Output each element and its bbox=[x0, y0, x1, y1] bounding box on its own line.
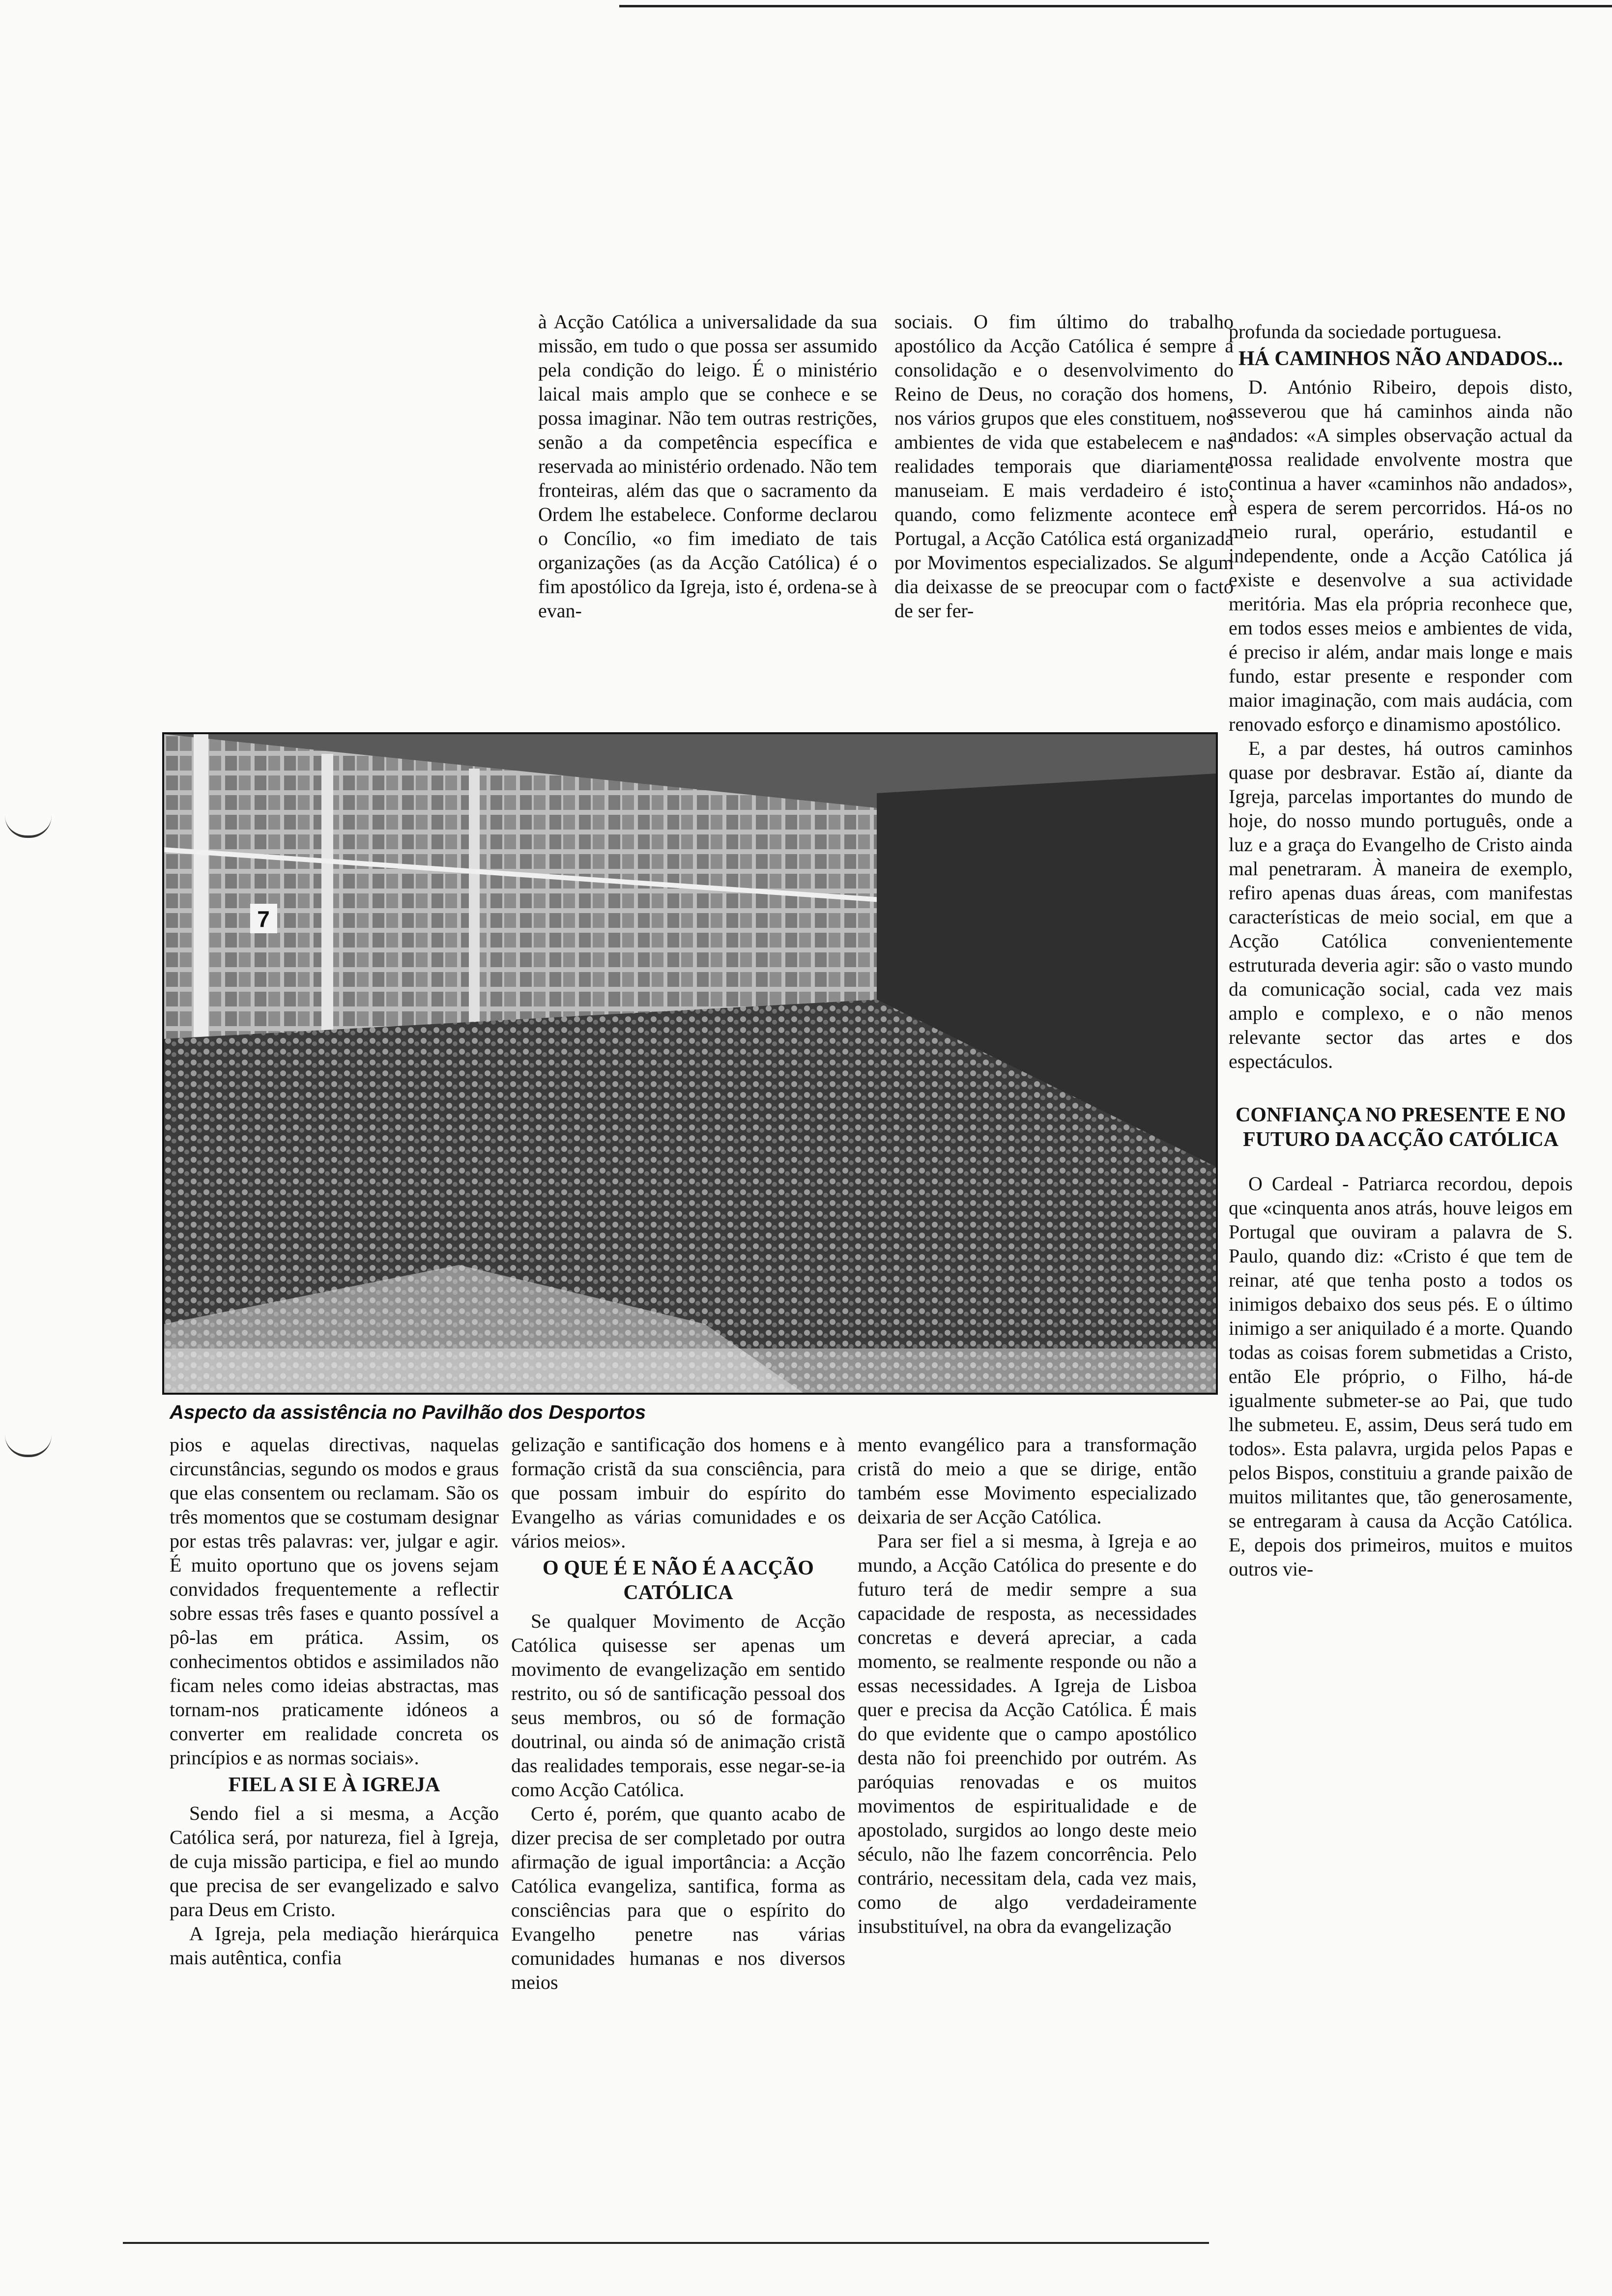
photo-auditorium bbox=[162, 732, 1218, 1395]
article-column-top-1 bbox=[538, 310, 877, 737]
section-heading: CONFIANÇA NO PRESENTE E NO FUTURO DA ACÇÃO CATÓLICA bbox=[1235, 1104, 1566, 1151]
article-column-bottom-3 bbox=[858, 1433, 1197, 2243]
paragraph: A Igreja, pela mediação hierárquica mais autêntica, confia bbox=[170, 1923, 499, 1969]
section-heading: O QUE É E NÃO É A ACÇÃO CATÓLICA bbox=[543, 1557, 814, 1604]
paragraph: gelização e santificação dos homens e à formação cristã da sua consciência, para que possam imbuir do espírito do Evangelho as várias comunidades e os vários meios». bbox=[511, 1434, 845, 1552]
paragraph: Se qualquer Movimento de Acção Católica quisesse ser apenas um movimento de evangelização em sentido restrito, ou só de santificação pessoal dos seus membros, ou só de formação doutrinal, ou ainda só de animação cristã das realidades temporais, esse negar-se-ia como Acção Católica. bbox=[511, 1610, 845, 1801]
top-rule bbox=[619, 5, 1612, 7]
bottom-rule bbox=[123, 2242, 1209, 2244]
section-heading: HÁ CAMINHOS NÃO ANDADOS... bbox=[1238, 347, 1563, 370]
section-heading: FIEL A SI E À IGREJA bbox=[228, 1774, 440, 1796]
photo-sign-number: 7 bbox=[257, 906, 270, 932]
margin-mark-lower bbox=[5, 1435, 52, 1457]
paragraph: Para ser fiel a si mesma, à Igreja e ao mundo, a Acção Católica do presente e do futuro terá de medir sempre a sua capacidade de resposta, as necessidades concretas e deverá apreciar, a cada momento, se realmente responde ou não a essas necessidades. A Igreja de Lisboa quer e precisa da Acção Católica. É mais do que evidente que o campo apostólico desta não foi preenchido por outrém. As paróquias renovadas e os muitos movimentos de espiritualidade e de apostolado, surgidos ao longo deste meio século, não lhe fazem concorrência. Pelo contrário, necessitam dela, cada vez mais, como de algo verdadeiramente insubstituível, na obra da evangelização bbox=[858, 1530, 1197, 1937]
paragraph: D. António Ribeiro, depois disto, asseverou que há caminhos ainda não andados: «A simples observação actual da nossa realidade envolvente mostra que continua a haver «caminhos não andados», à espera de serem percorridos. Há-os no meio rural, operário, estudantil e independente, onde a Acção Católica já existe e desenvolve a sua actividade meritória. Mas ela própria reconhece que, em todos esses meios e ambientes de vida, é preciso ir além, andar mais longe e mais fundo, estar presente e responder com maior imaginação, com mais audácia, com renovado esforço e dinamismo apostólico. bbox=[1229, 376, 1573, 735]
article-column-right bbox=[1229, 319, 1573, 2246]
paragraph: profunda da sociedade portuguesa. bbox=[1229, 320, 1502, 343]
paragraph: E, a par destes, há outros caminhos quase por desbravar. Estão aí, diante da Igreja, parcelas importantes do mundo de hoje, do nosso mundo português, onde a luz e a graça do Evangelho de Cristo ainda mal penetraram. À maneira de exemplo, refiro apenas duas áreas, com manifestas características de meio social, em que a Acção Católica convenientemente estruturada deveria agir: são o vasto mundo da comunicação social, cada vez mais amplo e complexo, e o não menos relevante sector das artes e dos espectáculos. bbox=[1229, 737, 1573, 1072]
article-column-top-2 bbox=[894, 310, 1234, 737]
paragraph: Sendo fiel a si mesma, a Acção Católica será, por natureza, fiel à Igreja, de cuja missão participa, e fiel ao mundo que precisa de ser evangelizado e salvo para Deus em Cristo. bbox=[170, 1802, 499, 1921]
paragraph: mento evangélico para a transformação cristã do meio a que se dirige, então também esse Movimento especializado deixaria de ser Acção Católica. bbox=[858, 1434, 1197, 1528]
paragraph: à Acção Católica a universalidade da sua missão, em tudo o que possa ser assumido pela condição do leigo. É o ministério laical mais amplo que se conhece e se possa imaginar. Não tem outras restrições, senão a da competência específica e reservada ao ministério ordenado. Não tem fronteiras, além das que o sacramento da Ordem lhe estabelece. Conforme declarou o Concílio, «o fim imediato de tais organizações (as da Acção Católica) é o fim apostólico da Igreja, isto é, ordena-se à evan- bbox=[538, 311, 877, 622]
paragraph: sociais. O fim último do trabalho apostólico da Acção Católica é sempre a consolidação e o desenvolvimento do Reino de Deus, no coração dos homens, nos vários grupos que eles constituem, nos ambientes de vida que estabelecem e nas realidades temporais que diariamente manuseiam. E mais verdadeiro é isto, quando, como felizmente acontece em Portugal, a Acção Católica está organizada por Movimentos especializados. Se algum dia deixasse de se preocupar com o facto de ser fer- bbox=[894, 311, 1234, 622]
article-column-bottom-1 bbox=[170, 1433, 499, 2243]
margin-mark-upper bbox=[5, 816, 52, 838]
paragraph: pios e aquelas directivas, naquelas circunstâncias, segundo os modos e graus que elas consentem ou reclamam. São os três momentos que se costumam designar por estas três palavras: ver, julgar e agir. É muito oportuno que os jovens sejam convidados frequentemente a reflectir sobre essas três fases e quanto possível a pô-las em prática. Assim, os conhecimentos obtidos e assimilados não ficam neles como ideias abstractas, mas tornam-nos praticamente idóneos a converter em realidade concreta os princípios e as normas sociais». bbox=[170, 1434, 499, 1769]
paragraph: O Cardeal - Patriarca recordou, depois que «cinquenta anos atrás, houve leigos em Portugal que ouviram a palavra de S. Paulo, quando diz: «Cristo é que tem de reinar, até que tenha posto a todos os inimigos debaixo dos seus pés. E o último inimigo a ser aniquilado é a morte. Quando todas as coisas forem submetidas a Cristo, então Ele próprio, o Filho, há-de igualmente submeter-se ao Pai, que tudo lhe submeteu. E, assim, Deus será tudo em todos». Esta palavra, urgida pelos Papas e pelos Bispos, constituiu a grande paixão de muitos militantes que, tão generosamente, se entregaram à causa da Acção Católica. E, depois dos primeiros, muitos e muitos outros vie- bbox=[1229, 1173, 1573, 1580]
paragraph: Certo é, porém, que quanto acabo de dizer precisa de ser completado por outra afirmação de igual importância: a Acção Católica evangeliza, santifica, forma as consciências para que o espírito do Evangelho penetre nas várias comunidades humanas e nos diversos meios bbox=[511, 1803, 845, 1993]
photo-caption: Aspecto da assistência no Pavilhão dos Desportos bbox=[170, 1402, 646, 1423]
photo-auditorium-illustration bbox=[164, 734, 1216, 1393]
article-column-bottom-2 bbox=[511, 1433, 845, 2243]
